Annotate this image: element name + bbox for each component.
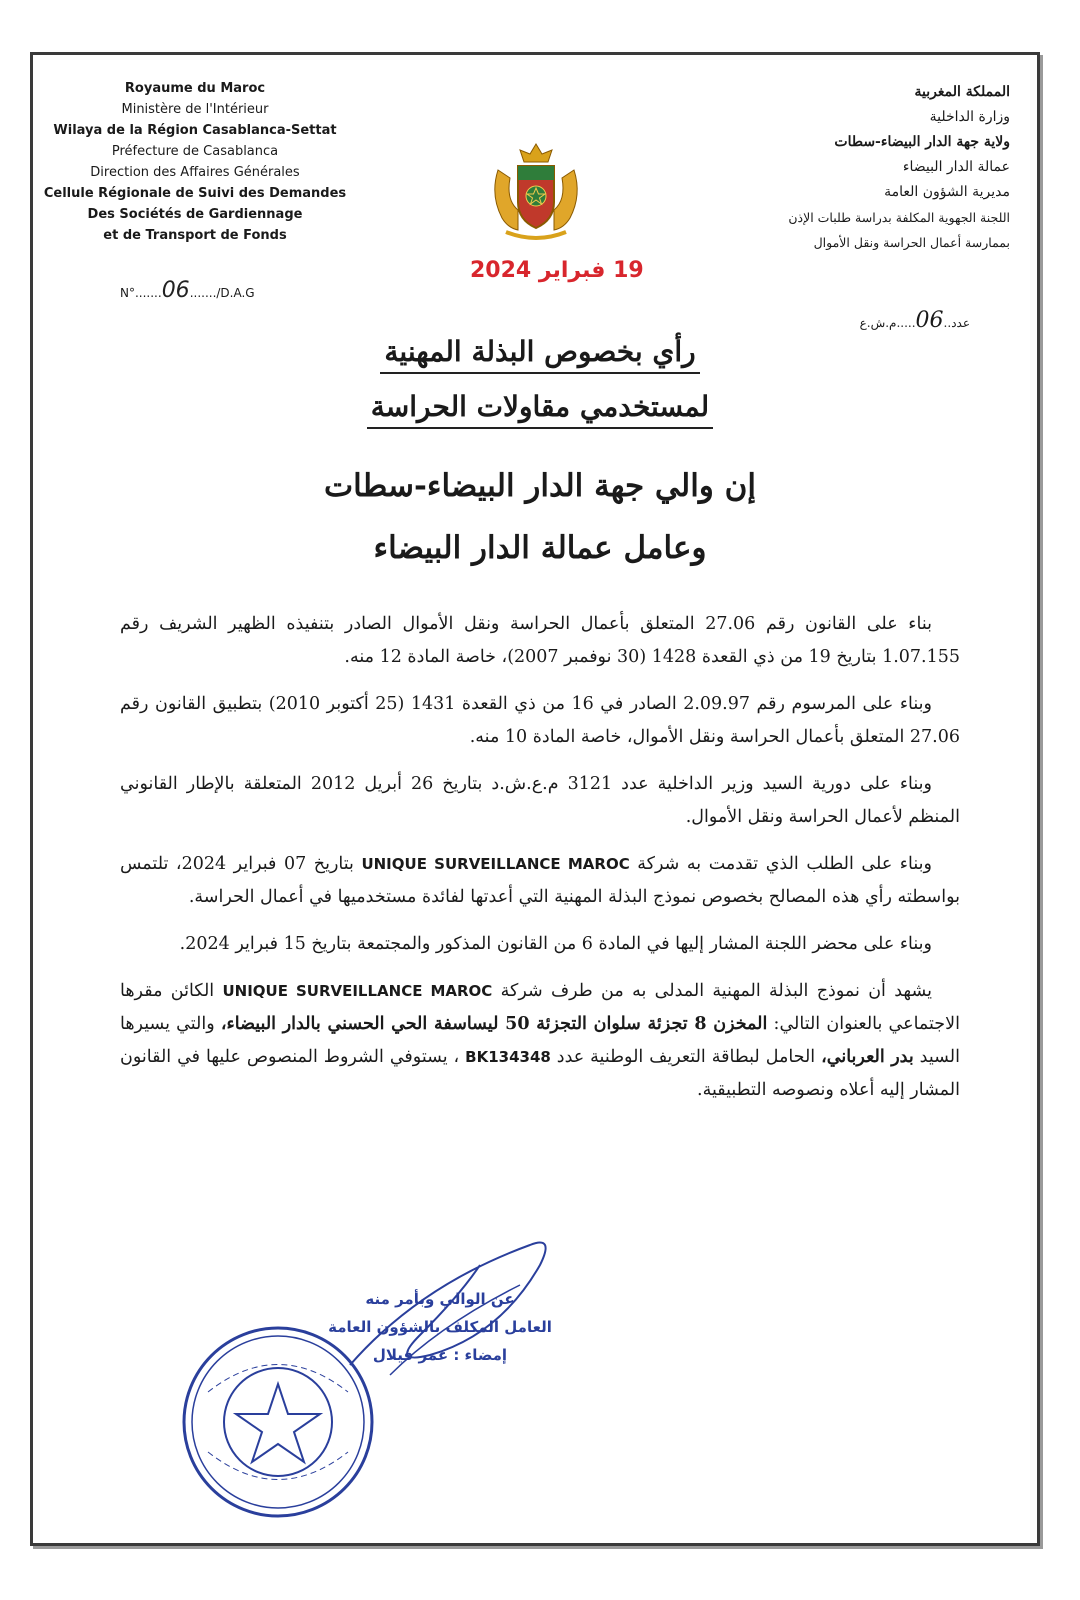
signature-title: العامل المكلف بالشؤون العامة bbox=[328, 1318, 552, 1336]
header-fr-transport: et de Transport de Fonds bbox=[103, 228, 287, 243]
title-line-1: رأي بخصوص البذلة المهنية bbox=[0, 335, 1080, 368]
coat-of-arms-icon bbox=[488, 140, 584, 244]
ref-ar-number: 06 bbox=[915, 308, 944, 333]
id-card-number: BK134348 bbox=[465, 1048, 551, 1066]
company-name: UNIQUE SURVEILLANCE MAROC bbox=[361, 855, 630, 873]
header-fr-kingdom: Royaume du Maroc bbox=[124, 81, 266, 96]
header-ar-wilaya: ولاية جهة الدار البيضاء-سطات bbox=[834, 134, 1010, 150]
company-address: المخزن 8 تجزئة سلوان التجزئة 50 ليساسفة الحي الحسني بالدار البيضاء، bbox=[220, 1014, 768, 1034]
paragraph-law: بناء على القانون رقم 27.06 المتعلق بأعمال الحراسة ونقل الأموال الصادر بتنفيذه الظهير الشريف رقم 1.07.155 بتاريخ 19 من ذي القعدة 1428 (30 نوفمبر 2007)، خاصة المادة 12 منه. bbox=[120, 614, 960, 667]
header-fr-wilaya: Wilaya de la Région Casablanca-Settat bbox=[53, 123, 337, 138]
ref-ar-prefix: عدد bbox=[951, 316, 970, 330]
signature-name: إمضاء : عمر فيلال bbox=[372, 1346, 508, 1364]
reference-french: N°.......06......./D.A.G bbox=[120, 278, 255, 303]
paragraph-certification: يشهد أن نموذج البذلة المهنية المدلى به من طرف شركة UNIQUE SURVEILLANCE MAROC الكائن مقرها الاجتماعي بالعنوان التالي: المخزن 8 تجزئة سلوان التجزئة 50 ليساسفة الحي الحسني بالدار البيضاء، والتي يسيرها السيد بدر العرباني، الحامل لبطاقة التعريف الوطنية عدد BK134348 ، يستوفي الشروط المنصوص عليها في القانون المشار إليه أعلاه ونصوصه التطبيقية. bbox=[120, 981, 960, 1100]
paragraph-circular: وبناء على دورية السيد وزير الداخلية عدد 3121 م.ع.ش.د بتاريخ 26 أبريل 2012 المتعلقة بالإطار القانوني المنظم لأعمال الحراسة ونقل الأموال. bbox=[120, 774, 960, 827]
reference-arabic: عدد..06.....م.ش.ع bbox=[859, 308, 970, 333]
header-arabic bbox=[680, 80, 1010, 255]
header-fr-companies: Des Sociétés de Gardiennage bbox=[87, 207, 303, 222]
header-ar-ministry: وزارة الداخلية bbox=[929, 109, 1010, 125]
paragraph-decree: وبناء على المرسوم رقم 2.09.97 الصادر في 16 من ذي القعدة 1431 (25 أكتوبر 2010) بتطبيق القانون رقم 27.06 المتعلق بأعمال الحراسة ونقل الأموال، خاصة المادة 10 منه. bbox=[120, 694, 960, 747]
header-fr-direction: Direction des Affaires Générales bbox=[90, 165, 300, 180]
ref-ar-suffix: م.ش.ع bbox=[859, 316, 897, 330]
header-fr-prefecture: Préfecture de Casablanca bbox=[111, 144, 279, 159]
signature-delegation: عن الوالي وبأمر منه bbox=[365, 1290, 515, 1308]
header-ar-prefecture: عمالة الدار البيضاء bbox=[902, 159, 1010, 175]
title-line-2: لمستخدمي مقاولات الحراسة bbox=[0, 390, 1080, 423]
authority-line-2: وعامل عمالة الدار البيضاء bbox=[373, 530, 707, 566]
header-ar-activities: بممارسة أعمال الحراسة ونقل الأموال bbox=[813, 235, 1010, 250]
header-ar-direction: مديرية الشؤون العامة bbox=[884, 184, 1010, 200]
header-ar-kingdom: المملكة المغربية bbox=[914, 84, 1010, 100]
document-body bbox=[120, 608, 960, 1121]
ref-fr-prefix: N° bbox=[120, 286, 135, 300]
ref-fr-number: 06 bbox=[161, 278, 190, 303]
header-french bbox=[40, 78, 350, 246]
header-ar-committee: اللجنة الجهوية المكلفة بدراسة طلبات الإذن bbox=[788, 210, 1010, 225]
authority-line-1: إن والي جهة الدار البيضاء-سطات bbox=[324, 468, 756, 504]
paragraph-request: وبناء على الطلب الذي تقدمت به شركة UNIQUE SURVEILLANCE MAROC بتاريخ 07 فبراير 2024، تلتمس بواسطته رأي هذه المصالح بخصوص نموذج البذلة المهنية التي أعدتها لفائدة مستخدميها في أعمال الحراسة. bbox=[120, 854, 960, 907]
official-seal-icon bbox=[178, 1322, 378, 1522]
header-fr-cell: Cellule Régionale de Suivi des Demandes bbox=[43, 186, 347, 201]
ref-fr-suffix: /D.A.G bbox=[216, 286, 255, 300]
header-fr-ministry: Ministère de l'Intérieur bbox=[121, 102, 269, 117]
date-stamp: 19 فبراير 2024 bbox=[470, 258, 644, 283]
company-name: UNIQUE SURVEILLANCE MAROC bbox=[222, 982, 493, 1000]
paragraph-minutes: وبناء على محضر اللجنة المشار إليها في المادة 6 من القانون المذكور والمجتمعة بتاريخ 15 فبراير 2024. bbox=[179, 934, 932, 954]
manager-name: بدر العرباني، bbox=[821, 1047, 914, 1067]
